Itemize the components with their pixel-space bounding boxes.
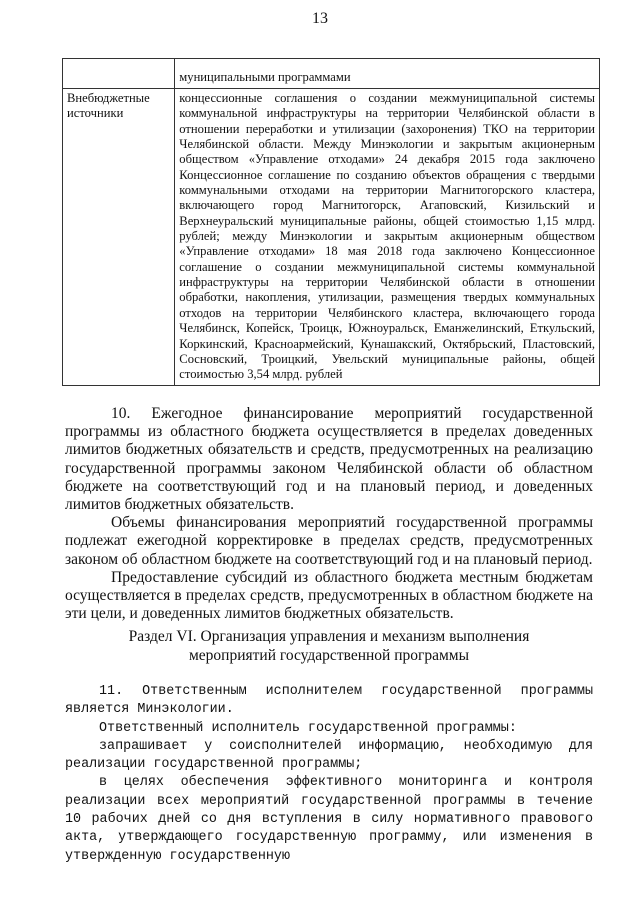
paragraph: 11. Ответственным исполнителем государственной программы является Минэкологии. xyxy=(65,684,593,718)
table-row xyxy=(63,89,600,386)
section-heading-line: Раздел VI. Организация управления и механизм выполнения xyxy=(128,628,530,645)
table-row xyxy=(63,59,600,89)
table-cell-paragraph: муниципальными программами xyxy=(179,69,351,84)
section-financing-text xyxy=(65,405,593,623)
page-number: 13 xyxy=(312,10,328,27)
table-cell-paragraph: концессионные соглашения о создании межмуниципальной системы коммунальной инфраструктуры на территории Челябинской области в отношении переработки и утилизации (захоронения) ТКО на территории Челябинской области. Между Минэкологии и закрытым акционерным обществом «Управление отходами» 24 декабря 2015 года заключено Концессионное соглашение по созданию объектов обращения с твердыми коммунальными отходами на территории Магнитогорского кластера, включающего город Магнитогорск, Агаповский, Кизильский и Верхнеуральский муниципальные районы, общей стоимостью 1,15 млрд. рублей; между Минэкологии и закрытым акционерным обществом «Управление отходами» 18 мая 2018 года заключено Концессионное соглашение о создании межмуниципальной системы коммунальной инфраструктуры на территории Челябинской области в отношении обработки, накопления, утилизации, размещения твердых коммунальных отходов на территории Челябинского кластера, включающего города Челябинск, Копейск, Троицк, Южноуральск, Еманжелинский, Еткульский, Коркинский, Красноармейский, Кунашакский, Октябрьский, Пластовский, Сосновский, Троицкий, Увельский муниципальные районы, общей стоимостью 3,54 млрд. рублей xyxy=(179,91,595,382)
table-cell-text xyxy=(175,59,600,89)
paragraph: в целях обеспечения эффективного мониторинга и контроля реализации всех мероприятий государственной программы в течение 10 рабочих дней со дня вступления в силу нормативного правового акта, утверждающего государственную программу, или изменения в утвержденную государственную xyxy=(65,775,593,864)
table-cell-label xyxy=(63,59,175,89)
section-heading xyxy=(65,627,593,665)
table-cell-text xyxy=(175,89,600,386)
paragraph: Предоставление субсидий из областного бюджета местным бюджетам осуществляется в пределах средств, предусмотренных в областном бюджете на эти цели, и доведенных лимитов бюджетных обязательств. xyxy=(65,568,593,623)
section-heading-line: мероприятий государственной программы xyxy=(188,647,470,664)
funding-sources-table xyxy=(62,58,600,386)
paragraph: Ответственный исполнитель государственной программы: xyxy=(99,720,517,736)
table-row-label: Внебюджетные источники xyxy=(67,91,150,121)
paragraph: запрашивает у соисполнителей информацию, необходимую для реализации государственной программы; xyxy=(65,738,593,773)
section-management-text xyxy=(65,683,593,866)
table-cell-label xyxy=(63,89,175,386)
paragraph: Объемы финансирования мероприятий государственной программы подлежат ежегодной корректировке в пределах средств, предусмотренных законом об областном бюджете на соответствующий год и на плановый период. xyxy=(65,514,593,568)
paragraph: 10. Ежегодное финансирование мероприятий государственной программы из областного бюджета осуществляется в пределах доведенных лимитов бюджетных обязательств и средств, предусмотренных на реализацию государственной программы законом Челябинской области об областном бюджете на соответствующий год и на плановый период, и доведенных лимитов бюджетных обязательств. xyxy=(65,405,593,514)
